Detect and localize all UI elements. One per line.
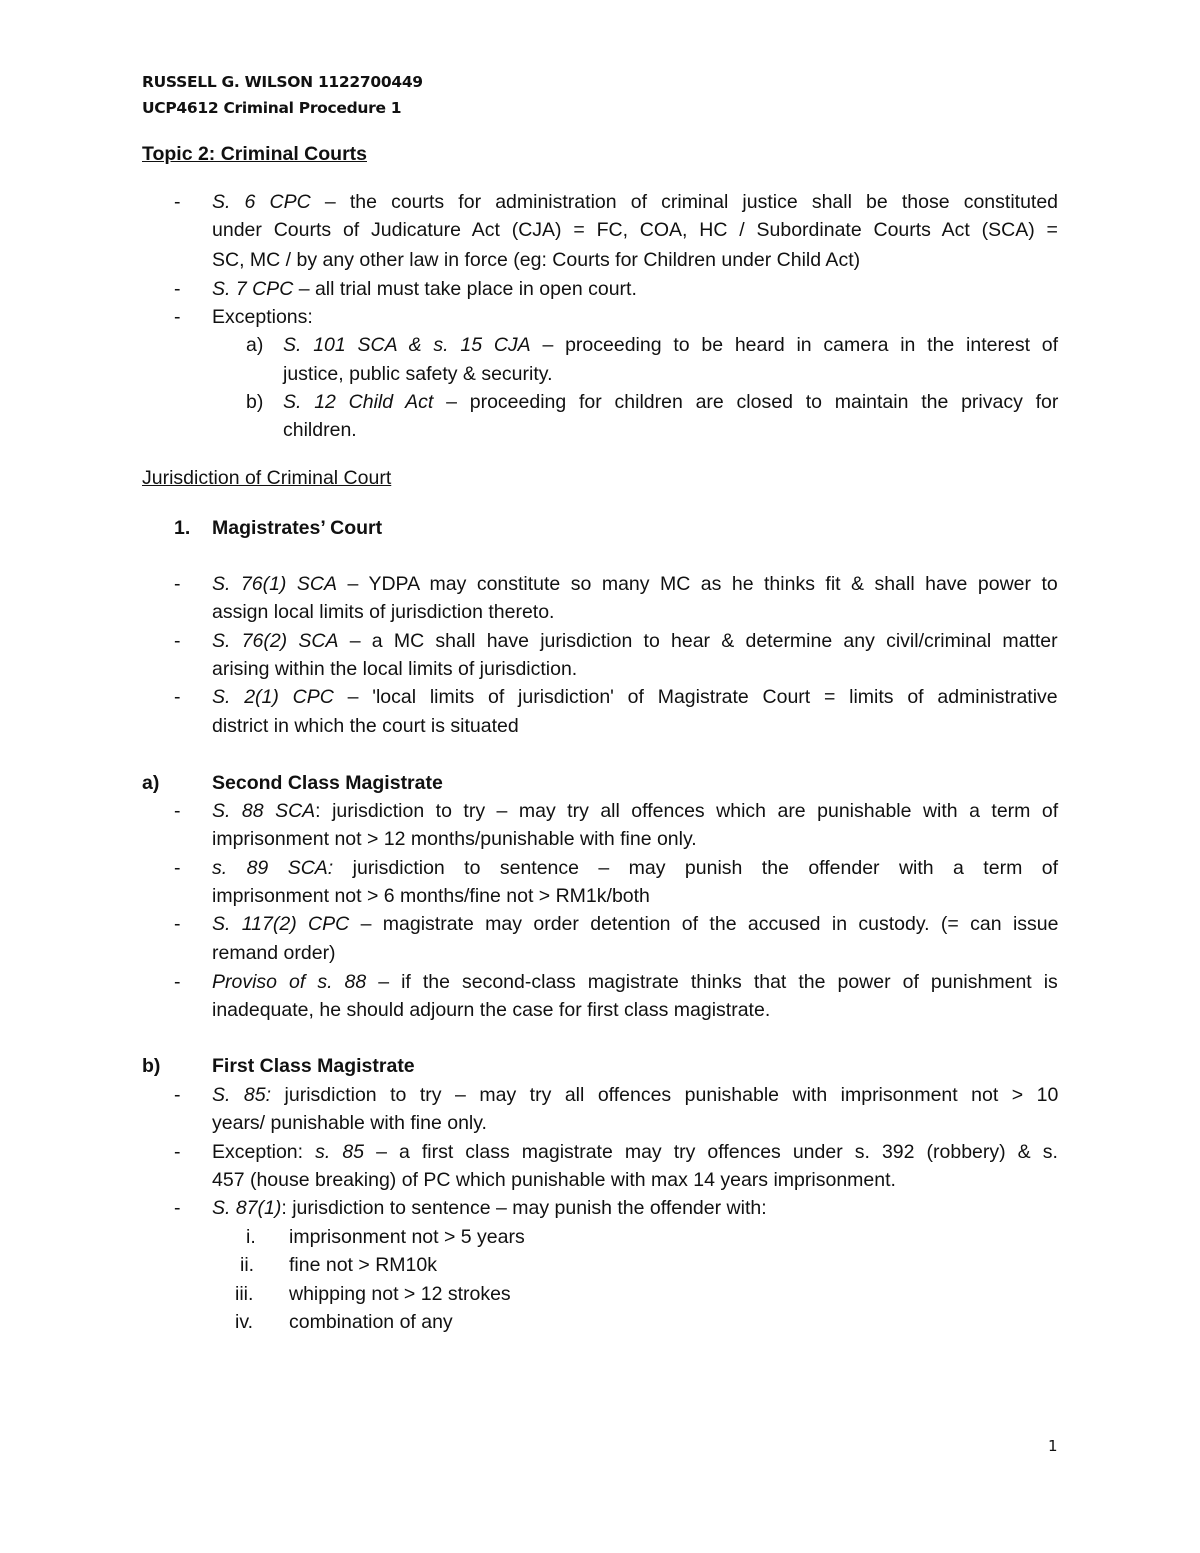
s89-text-1: jurisdiction to sentence – may punish the offender with a term of [352, 857, 1058, 879]
mc-number: 1. [174, 517, 191, 539]
exception-85-label: Exception: [212, 1141, 304, 1163]
s2-text-1: – 'local limits of jurisdiction' of Magistrate Court = limits of administrative [347, 686, 1058, 708]
bullet-dash: - [174, 686, 181, 708]
exception-b-citation: S. 12 Child Act [283, 391, 434, 413]
topic-title: Topic 2: Criminal Courts [142, 143, 367, 165]
s117-line-1 [212, 912, 1058, 936]
s2-line-1 [212, 685, 1058, 709]
s6-line-3: SC, MC / by any other law in force (eg: Courts for Children under Child Act) [212, 249, 861, 271]
bullet-dash: - [174, 278, 181, 300]
bullet-dash: - [174, 1197, 181, 1219]
s85-line-1 [212, 1083, 1058, 1107]
exception-a-line-1 [283, 333, 1058, 357]
bullet-dash: - [174, 913, 181, 935]
s76-2-citation: S. 76(2) SCA [212, 630, 339, 652]
s6-text-2: under Courts of Judicature Act (CJA) = FC, COA, HC / Subordinate Courts Act (SCA) = [212, 219, 1058, 241]
first-class-title: First Class Magistrate [212, 1055, 415, 1077]
exception-85-line-2: 457 (house breaking) of PC which punishable with max 14 years imprisonment. [212, 1169, 896, 1191]
s2-citation: S. 2(1) CPC [212, 686, 334, 708]
s85-line-2: years/ punishable with fine only. [212, 1112, 487, 1134]
s6-citation: S. 6 CPC [212, 191, 311, 213]
s7-citation: S. 7 CPC [212, 278, 294, 300]
proviso-citation: Proviso of s. 88 [212, 971, 367, 993]
exception-85-citation: s. 85 [315, 1141, 365, 1163]
jurisdiction-heading: Jurisdiction of Criminal Court [142, 467, 392, 489]
sentence-item-marker: iv. [235, 1311, 254, 1333]
s89-line-1 [212, 856, 1058, 880]
sentence-item-marker: i. [246, 1226, 256, 1248]
s6-line-1 [212, 190, 1058, 214]
bullet-dash: - [174, 857, 181, 879]
bullet-dash: - [174, 306, 181, 328]
s76-1-line-2: assign local limits of jurisdiction thereto. [212, 601, 555, 623]
bullet-dash: - [174, 1084, 181, 1106]
exception-a-citation: S. 101 SCA & s. 15 CJA [283, 334, 531, 356]
s117-text-1: – magistrate may order detention of the accused in custody. (= can issue [360, 913, 1059, 935]
second-class-title: Second Class Magistrate [212, 772, 443, 794]
s117-citation: S. 117(2) CPC [212, 913, 350, 935]
bullet-dash: - [174, 1141, 181, 1163]
proviso-line-1 [212, 970, 1058, 994]
exception-85-text-1: – a first class magistrate may try offences under s. 392 (robbery) & s. [376, 1141, 1058, 1163]
bullet-dash: - [174, 191, 181, 213]
proviso-text-1: – if the second-class magistrate thinks that the power of punishment is [378, 971, 1058, 993]
s88-citation: S. 88 SCA [212, 800, 316, 822]
s88-text-1: : jurisdiction to try – may try all offences which are punishable with a term of [315, 800, 1059, 822]
exception-a-text-1: – proceeding to be heard in camera in the interest of [542, 334, 1059, 356]
s76-2-text-1: – a MC shall have jurisdiction to hear & determine any civil/criminal matter [349, 630, 1058, 652]
course-title: UCP4612 Criminal Procedure 1 [142, 99, 402, 117]
s2-line-2: district in which the court is situated [212, 715, 519, 737]
s89-line-2: imprisonment not > 6 months/fine not > RM1k/both [212, 885, 650, 907]
exception-b-text-1: – proceeding for children are closed to maintain the privacy for [446, 391, 1059, 413]
sentence-item: whipping not > 12 strokes [289, 1283, 511, 1305]
sentence-item-marker: ii. [240, 1254, 255, 1276]
bullet-dash: - [174, 630, 181, 652]
s85-text-1: jurisdiction to try – may try all offences punishable with imprisonment not > 10 [284, 1084, 1059, 1106]
exception-a-marker: a) [246, 334, 264, 356]
sentence-item: imprisonment not > 5 years [289, 1226, 525, 1248]
sentence-item-marker: iii. [235, 1283, 254, 1305]
s76-1-citation: S. 76(1) SCA [212, 573, 337, 595]
sentence-item: fine not > RM10k [289, 1254, 437, 1276]
exception-b-line-1 [283, 390, 1058, 414]
exception-85-line-1 [212, 1140, 1058, 1164]
bullet-dash: - [174, 971, 181, 993]
s76-2-line-2: arising within the local limits of jurisdiction. [212, 658, 578, 680]
s76-2-line-1 [212, 629, 1058, 653]
mc-title: Magistrates’ Court [212, 517, 383, 539]
exception-a-line-2: justice, public safety & security. [283, 363, 553, 385]
s117-line-2: remand order) [212, 942, 336, 964]
exception-b-marker: b) [246, 391, 264, 413]
bullet-dash: - [174, 800, 181, 822]
s87-text: : jurisdiction to sentence – may punish the offender with: [281, 1197, 767, 1219]
s87-line [212, 1196, 767, 1220]
exceptions-label: Exceptions: [212, 306, 313, 328]
exception-b-line-2: children. [283, 419, 357, 441]
s76-1-text-1: – YDPA may constitute so many MC as he thinks fit & shall have power to [347, 573, 1058, 595]
s89-citation: s. 89 SCA: [212, 857, 334, 879]
s6-text-1: – the courts for administration of criminal justice shall be those constituted [324, 191, 1059, 213]
s76-1-line-1 [212, 572, 1058, 596]
s85-citation: S. 85: [212, 1084, 272, 1106]
second-class-marker: a) [142, 772, 160, 794]
first-class-marker: b) [142, 1055, 161, 1077]
s7-line [212, 277, 637, 301]
bullet-dash: - [174, 573, 181, 595]
s88-line-1 [212, 799, 1058, 823]
s88-line-2: imprisonment not > 12 months/punishable with fine only. [212, 828, 697, 850]
author-name-id: RUSSELL G. WILSON 1122700449 [142, 73, 423, 91]
sentence-item: combination of any [289, 1311, 453, 1333]
page-number: 1 [1048, 1437, 1058, 1455]
s87-citation: S. 87(1) [212, 1197, 282, 1219]
proviso-line-2: inadequate, he should adjourn the case for first class magistrate. [212, 999, 771, 1021]
s6-line-2 [212, 218, 1058, 242]
s7-text: – all trial must take place in open court. [298, 278, 637, 300]
